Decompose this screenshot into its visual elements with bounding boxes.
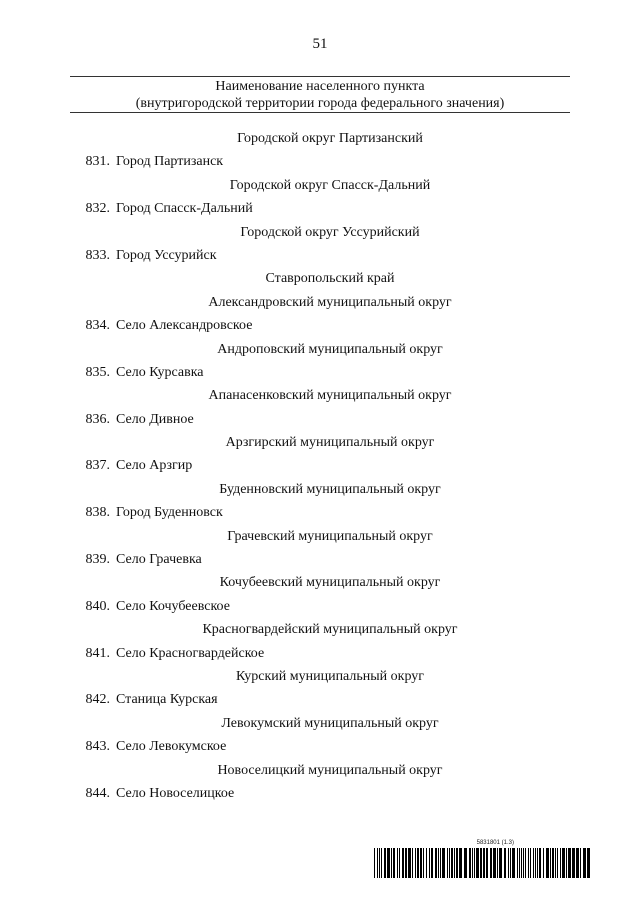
list-item-name: Станица Курская <box>116 692 218 708</box>
page-number: 51 <box>312 36 328 52</box>
region-heading: Городской округ Спасск-Дальний <box>229 177 431 193</box>
barcode-bar <box>415 848 416 878</box>
list-item <box>70 244 570 267</box>
barcode-bar <box>423 848 424 878</box>
barcode-bar <box>402 848 404 878</box>
list-item-name: Село Грачевка <box>116 552 202 568</box>
barcode-bar <box>449 848 450 878</box>
region-heading: Апанасенковский муниципальный округ <box>208 388 452 404</box>
header-top-rule <box>70 76 570 77</box>
barcode-bar <box>438 848 439 878</box>
region-heading: Городской округ Уссурийский <box>240 224 420 240</box>
barcode-bar <box>480 848 482 878</box>
barcode-bar <box>512 848 515 878</box>
barcode-bar <box>454 848 455 878</box>
list-item-name: Село Красногвардейское <box>116 645 265 661</box>
list-item <box>70 642 570 665</box>
list-item-name: Город Партизанск <box>116 154 224 170</box>
list-item-number: 834. <box>85 318 110 334</box>
barcode-bar <box>504 848 506 878</box>
barcode-bar <box>535 848 536 878</box>
barcode-bar <box>560 848 561 878</box>
region-heading: Андроповский муниципальный округ <box>217 341 443 357</box>
barcode-bar <box>435 848 437 878</box>
barcode-bar <box>447 848 448 878</box>
region-heading: Кочубеевский муниципальный округ <box>219 575 441 591</box>
barcode-bar <box>580 848 581 878</box>
list-item-name: Село Александровское <box>116 318 253 334</box>
region-heading: Ставропольский край <box>265 271 395 287</box>
barcode-bar <box>387 848 390 878</box>
list-item-name: Село Арзгир <box>116 458 193 474</box>
barcode-bar <box>474 848 475 878</box>
list-item-number: 839. <box>85 552 110 568</box>
region-heading: Александровский муниципальный округ <box>208 294 452 310</box>
barcode-bar <box>431 848 433 878</box>
barcode-bar <box>459 848 462 878</box>
list-item-name: Город Спасск-Дальний <box>116 201 253 217</box>
barcode-bar <box>497 848 498 878</box>
list-item-number: 840. <box>85 598 110 614</box>
barcode-bar <box>583 848 586 878</box>
barcode-bar <box>420 848 422 878</box>
list-item <box>70 314 570 337</box>
list-item-number: 833. <box>85 247 110 263</box>
barcode-bar <box>408 848 411 878</box>
barcode-bar <box>530 848 531 878</box>
list-item <box>70 361 570 384</box>
barcode-bar <box>377 848 378 878</box>
list-item-number: 838. <box>85 505 110 521</box>
list-item-name: Село Курсавка <box>116 364 204 380</box>
barcode-bar <box>412 848 413 878</box>
barcode-bar <box>517 848 518 878</box>
barcode-bar <box>568 848 571 878</box>
barcode-code-text: 5831801 (1.3) <box>476 840 514 846</box>
list-item <box>70 454 570 477</box>
list-item <box>70 150 570 173</box>
barcode-bar <box>469 848 471 878</box>
barcode-bar <box>528 848 529 878</box>
region-heading: Буденновский муниципальный округ <box>219 481 441 497</box>
barcode-bar <box>374 848 375 878</box>
barcode-bar <box>510 848 511 878</box>
list-item-number: 843. <box>85 739 110 755</box>
barcode-bar <box>555 848 556 878</box>
barcode-bar <box>451 848 453 878</box>
barcode-bar <box>572 848 575 878</box>
region-heading: Городской округ Партизанский <box>237 131 423 146</box>
barcode-bar <box>525 848 526 878</box>
barcode-bar <box>417 848 419 878</box>
list-item-number: 836. <box>85 411 110 427</box>
region-heading: Арзгирский муниципальный округ <box>225 435 435 451</box>
barcode-bar <box>393 848 395 878</box>
barcode-bar <box>576 848 579 878</box>
barcode-bar <box>381 848 382 878</box>
barcode-bar <box>552 848 554 878</box>
barcode-bar <box>399 848 400 878</box>
barcode-bar <box>486 848 488 878</box>
barcode-bar <box>384 848 386 878</box>
region-heading: Красногвардейский муниципальный округ <box>202 622 458 638</box>
table-header <box>70 78 570 112</box>
list-item-number: 835. <box>85 364 110 380</box>
list-item-name: Село Дивное <box>116 411 194 427</box>
header-line-2: (внутригородской территории города федерального значения) <box>135 96 505 111</box>
list-item-number: 842. <box>85 692 110 708</box>
list-item <box>70 688 570 711</box>
barcode-bar <box>550 848 551 878</box>
barcode-bar <box>426 848 427 878</box>
barcode-bar <box>379 848 380 878</box>
barcode-bar <box>440 848 441 878</box>
list-item-number: 837. <box>85 458 110 474</box>
region-heading: Грачевский муниципальный округ <box>227 528 433 544</box>
list-item-number: 844. <box>85 785 110 801</box>
barcode-bar <box>391 848 392 878</box>
barcode-bar <box>490 848 492 878</box>
barcode-block <box>372 840 594 880</box>
barcode-bar <box>566 848 567 878</box>
barcode-bar <box>499 848 502 878</box>
barcode-bar <box>472 848 473 878</box>
barcode-bar <box>562 848 565 878</box>
header-line-1: Наименование населенного пункта <box>215 79 425 94</box>
barcode-bar <box>557 848 558 878</box>
barcode-bar <box>519 848 520 878</box>
list-item-number: 841. <box>85 645 110 661</box>
list-item-name: Город Уссурийск <box>116 247 217 263</box>
barcode-image <box>372 848 594 878</box>
barcode-bar <box>464 848 467 878</box>
list-item <box>70 782 570 805</box>
barcode-bar <box>483 848 485 878</box>
list-item <box>70 548 570 571</box>
header-bottom-rule <box>70 112 570 113</box>
barcode-bar <box>456 848 458 878</box>
barcode-bar <box>543 848 544 878</box>
barcode-bar <box>476 848 479 878</box>
barcode-bar <box>521 848 522 878</box>
barcode-bar <box>587 848 590 878</box>
list-item-name: Село Кочубеевское <box>116 598 230 614</box>
region-heading: Левокумский муниципальный округ <box>221 715 439 731</box>
region-heading: Курский муниципальный округ <box>235 668 425 684</box>
list-item <box>70 197 570 220</box>
list-item <box>70 595 570 618</box>
barcode-bar <box>537 848 538 878</box>
list-item-number: 832. <box>85 201 110 217</box>
list-item-name: Село Новоселицкое <box>116 785 235 801</box>
list-item <box>70 408 570 431</box>
barcode-bar <box>523 848 524 878</box>
list-item <box>70 501 570 524</box>
barcode-bar <box>442 848 445 878</box>
list-item <box>70 735 570 758</box>
barcode-bar <box>429 848 430 878</box>
list-item-name: Город Буденновск <box>116 505 223 521</box>
barcode-bar <box>546 848 549 878</box>
barcode-bar <box>397 848 398 878</box>
settlement-list <box>70 127 570 805</box>
barcode-bar <box>539 848 541 878</box>
barcode-bar <box>493 848 496 878</box>
region-heading: Новоселицкий муниципальный округ <box>217 762 443 778</box>
barcode-bar <box>533 848 534 878</box>
barcode-bar <box>405 848 407 878</box>
list-item-name: Село Левокумское <box>116 739 227 755</box>
barcode-bar <box>508 848 509 878</box>
list-item-number: 831. <box>85 154 110 170</box>
